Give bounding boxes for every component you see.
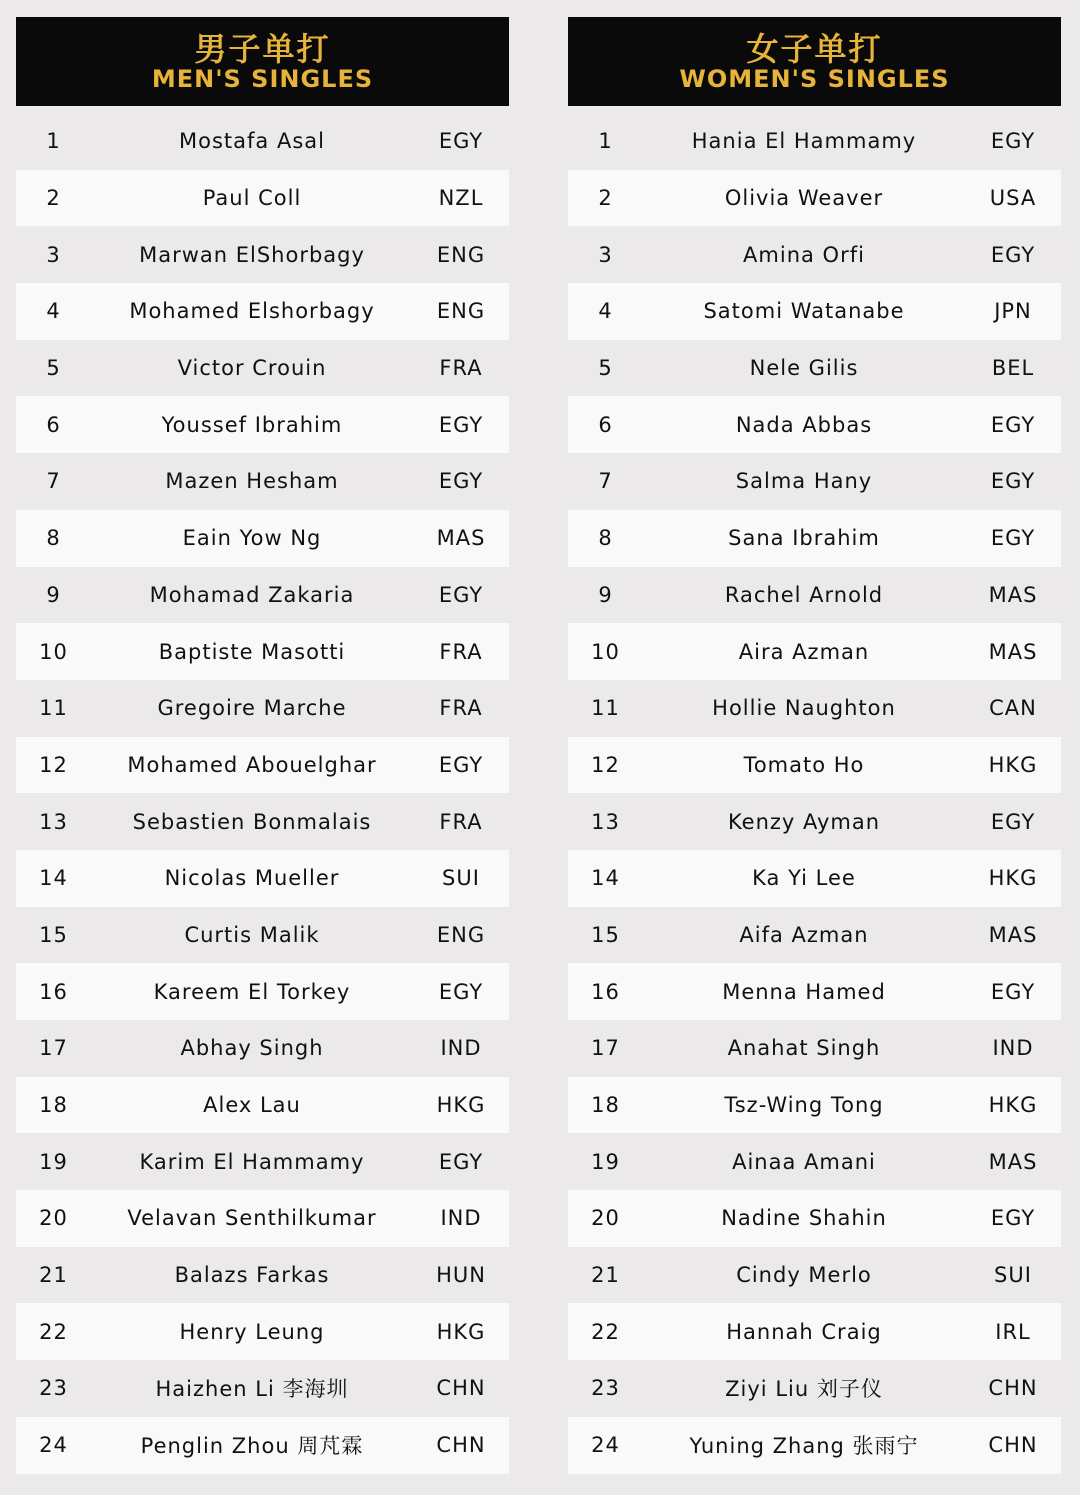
player-rank: 20 <box>591 1206 620 1231</box>
player-country: EGY <box>438 752 484 777</box>
player-rank: 6 <box>598 412 613 437</box>
player-rank: 9 <box>598 582 613 607</box>
table-row <box>568 1077 1061 1134</box>
player-rank: 7 <box>46 469 61 494</box>
player-rank: 18 <box>39 1093 68 1118</box>
player-country: EGY <box>438 412 484 437</box>
player-country: EGY <box>438 1149 484 1174</box>
table-row <box>16 623 509 680</box>
table-row <box>568 567 1061 624</box>
table-row <box>16 1020 509 1077</box>
player-country: ENG <box>436 299 486 324</box>
player-country: HUN <box>436 1263 486 1288</box>
player-country: FRA <box>439 696 483 721</box>
player-country: EGY <box>990 412 1036 437</box>
player-country: SUI <box>994 1263 1032 1288</box>
mens-ranking-list <box>16 113 509 1474</box>
table-row <box>16 170 509 227</box>
player-rank: 20 <box>39 1206 68 1231</box>
player-name: Sebastien Bonmalais <box>132 809 372 834</box>
player-name: Marwan ElShorbagy <box>139 242 365 267</box>
player-name: Eain Yow Ng <box>182 526 322 551</box>
player-rank: 4 <box>598 299 613 324</box>
player-name: Haizhen Li 李海圳 <box>155 1377 349 1402</box>
player-rank: 10 <box>591 639 620 664</box>
mens-title-cn: 男子单打 <box>194 29 331 68</box>
player-rank: 9 <box>46 582 61 607</box>
player-name: Penglin Zhou 周芃霖 <box>140 1434 364 1459</box>
player-name: Anahat Singh <box>727 1036 881 1061</box>
player-country: EGY <box>990 526 1036 551</box>
table-row <box>568 623 1061 680</box>
player-country: FRA <box>439 639 483 664</box>
womens-singles-panel <box>568 17 1061 1474</box>
player-rank: 23 <box>591 1376 620 1401</box>
player-rank: 8 <box>46 526 61 551</box>
table-row <box>568 340 1061 397</box>
table-row <box>16 1190 509 1247</box>
player-rank: 19 <box>591 1149 620 1174</box>
table-row <box>16 226 509 283</box>
player-country: IND <box>440 1036 482 1061</box>
player-rank: 18 <box>591 1093 620 1118</box>
table-row <box>16 1077 509 1134</box>
player-name: Gregoire Marche <box>157 696 347 721</box>
table-row <box>16 453 509 510</box>
table-row <box>16 1360 509 1417</box>
player-rank: 10 <box>39 639 68 664</box>
player-country: HKG <box>988 866 1038 891</box>
player-name: Nicolas Mueller <box>164 866 340 891</box>
table-row <box>16 963 509 1020</box>
player-rank: 21 <box>39 1263 68 1288</box>
player-rank: 22 <box>591 1319 620 1344</box>
player-name: Amina Orfi <box>743 242 865 267</box>
table-row <box>568 510 1061 567</box>
player-name: Mostafa Asal <box>179 129 325 154</box>
table-row <box>568 793 1061 850</box>
table-row <box>16 396 509 453</box>
player-name: Curtis Malik <box>184 922 320 947</box>
player-country: IND <box>992 1036 1034 1061</box>
player-country: EGY <box>990 129 1036 154</box>
player-name: Karim El Hammamy <box>139 1149 365 1174</box>
player-rank: 17 <box>39 1036 68 1061</box>
player-country: MAS <box>988 1149 1038 1174</box>
player-country: ENG <box>436 242 486 267</box>
player-name: Baptiste Masotti <box>158 639 346 664</box>
player-rank: 21 <box>591 1263 620 1288</box>
player-country: EGY <box>438 979 484 1004</box>
player-country: USA <box>989 186 1037 211</box>
player-country: MAS <box>988 582 1038 607</box>
player-name: Hollie Naughton <box>712 696 896 721</box>
player-country: EGY <box>990 809 1036 834</box>
player-rank: 7 <box>598 469 613 494</box>
player-country: HKG <box>988 1093 1038 1118</box>
player-name: Abhay Singh <box>180 1036 324 1061</box>
player-country: EGY <box>990 469 1036 494</box>
player-name: Henry Leung <box>179 1319 325 1344</box>
player-country: BEL <box>991 356 1035 381</box>
table-row <box>568 680 1061 737</box>
table-row <box>16 510 509 567</box>
player-rank: 12 <box>39 752 68 777</box>
player-rank: 2 <box>46 186 61 211</box>
table-row <box>16 850 509 907</box>
table-row <box>568 1417 1061 1474</box>
table-row <box>568 850 1061 907</box>
player-rank: 23 <box>39 1376 68 1401</box>
table-row <box>568 1133 1061 1190</box>
table-row <box>16 737 509 794</box>
player-country: SUI <box>442 866 480 891</box>
player-country: JPN <box>994 299 1032 324</box>
player-name: Ka Yi Lee <box>752 866 856 891</box>
player-name: Nadine Shahin <box>721 1206 887 1231</box>
table-row <box>568 737 1061 794</box>
player-country: IND <box>440 1206 482 1231</box>
table-row <box>16 1133 509 1190</box>
player-name: Kareem El Torkey <box>153 979 351 1004</box>
table-row <box>568 1247 1061 1304</box>
player-rank: 12 <box>591 752 620 777</box>
player-country: EGY <box>438 469 484 494</box>
player-country: HKG <box>436 1093 486 1118</box>
player-rank: 15 <box>39 922 68 947</box>
player-country: FRA <box>439 809 483 834</box>
womens-singles-header <box>568 17 1061 106</box>
table-row <box>16 793 509 850</box>
player-rank: 3 <box>598 242 613 267</box>
player-name: Ziyi Liu 刘子仪 <box>725 1377 883 1402</box>
table-row <box>568 1020 1061 1077</box>
player-country: CAN <box>989 696 1037 721</box>
player-rank: 17 <box>591 1036 620 1061</box>
player-rank: 14 <box>591 866 620 891</box>
player-rank: 19 <box>39 1149 68 1174</box>
player-name: Olivia Weaver <box>724 186 884 211</box>
player-rank: 1 <box>46 129 61 154</box>
player-rank: 15 <box>591 922 620 947</box>
player-country: IRL <box>995 1319 1031 1344</box>
table-row <box>568 396 1061 453</box>
player-rank: 13 <box>39 809 68 834</box>
table-row <box>568 1360 1061 1417</box>
player-rank: 5 <box>598 356 613 381</box>
player-rank: 5 <box>46 356 61 381</box>
table-row <box>568 453 1061 510</box>
player-rank: 4 <box>46 299 61 324</box>
table-row <box>16 1303 509 1360</box>
womens-title-en: WOMEN'S SINGLES <box>679 64 950 93</box>
player-rank: 3 <box>46 242 61 267</box>
player-name: Salma Hany <box>735 469 873 494</box>
player-country: MAS <box>988 922 1038 947</box>
player-name: Cindy Merlo <box>736 1263 872 1288</box>
table-row <box>568 1303 1061 1360</box>
player-name: Mohamad Zakaria <box>149 582 355 607</box>
table-row <box>16 283 509 340</box>
player-name: Youssef Ibrahim <box>161 412 343 437</box>
table-row <box>16 1417 509 1474</box>
player-country: CHN <box>436 1376 486 1401</box>
player-rank: 16 <box>39 979 68 1004</box>
player-rank: 11 <box>39 696 68 721</box>
player-name: Yuning Zhang 张雨宁 <box>689 1434 919 1459</box>
player-name: Nada Abbas <box>735 412 873 437</box>
player-rank: 14 <box>39 866 68 891</box>
table-row <box>568 963 1061 1020</box>
table-row <box>16 340 509 397</box>
player-rank: 11 <box>591 696 620 721</box>
table-row <box>16 567 509 624</box>
player-country: ENG <box>436 922 486 947</box>
mens-singles-panel <box>16 17 509 1474</box>
player-rank: 6 <box>46 412 61 437</box>
player-name: Paul Coll <box>202 186 302 211</box>
player-country: CHN <box>988 1376 1038 1401</box>
player-country: CHN <box>988 1433 1038 1458</box>
womens-ranking-list <box>568 113 1061 1474</box>
womens-title-cn: 女子单打 <box>746 29 883 68</box>
player-name: Ainaa Amani <box>732 1149 876 1174</box>
table-row <box>16 113 509 170</box>
player-rank: 16 <box>591 979 620 1004</box>
player-country: NZL <box>438 186 484 211</box>
player-country: EGY <box>990 979 1036 1004</box>
table-row <box>568 1190 1061 1247</box>
player-rank: 24 <box>591 1433 620 1458</box>
table-row <box>568 113 1061 170</box>
player-name: Tsz-Wing Tong <box>724 1093 884 1118</box>
table-row <box>16 680 509 737</box>
player-name: Kenzy Ayman <box>727 809 881 834</box>
player-name: Mazen Hesham <box>165 469 339 494</box>
player-rank: 13 <box>591 809 620 834</box>
mens-singles-header <box>16 17 509 106</box>
player-country: HKG <box>436 1319 486 1344</box>
table-row <box>568 226 1061 283</box>
player-country: EGY <box>438 129 484 154</box>
player-country: MAS <box>436 526 486 551</box>
player-name: Rachel Arnold <box>724 582 884 607</box>
player-rank: 22 <box>39 1319 68 1344</box>
player-name: Victor Crouin <box>177 356 327 381</box>
player-name: Alex Lau <box>203 1093 301 1118</box>
player-name: Tomato Ho <box>743 752 865 777</box>
table-row <box>568 283 1061 340</box>
player-name: Nele Gilis <box>749 356 859 381</box>
player-name: Aifa Azman <box>739 922 869 947</box>
player-country: FRA <box>439 356 483 381</box>
player-name: Mohamed Elshorbagy <box>129 299 375 324</box>
table-row <box>16 1247 509 1304</box>
player-name: Hannah Craig <box>726 1319 882 1344</box>
player-name: Menna Hamed <box>722 979 886 1004</box>
player-rank: 24 <box>39 1433 68 1458</box>
player-country: EGY <box>990 1206 1036 1231</box>
player-name: Velavan Senthilkumar <box>127 1206 377 1231</box>
player-rank: 1 <box>598 129 613 154</box>
table-row <box>568 170 1061 227</box>
table-row <box>568 907 1061 964</box>
player-country: EGY <box>438 582 484 607</box>
player-name: Aira Azman <box>738 639 870 664</box>
player-name: Satomi Watanabe <box>703 299 905 324</box>
player-country: HKG <box>988 752 1038 777</box>
player-rank: 2 <box>598 186 613 211</box>
table-row <box>16 907 509 964</box>
player-rank: 8 <box>598 526 613 551</box>
player-country: CHN <box>436 1433 486 1458</box>
player-name: Sana Ibrahim <box>728 526 880 551</box>
player-country: EGY <box>990 242 1036 267</box>
player-name: Balazs Farkas <box>174 1263 330 1288</box>
player-name: Hania El Hammamy <box>691 129 917 154</box>
mens-title-en: MEN'S SINGLES <box>151 64 374 93</box>
player-name: Mohamed Abouelghar <box>127 752 377 777</box>
player-country: MAS <box>988 639 1038 664</box>
